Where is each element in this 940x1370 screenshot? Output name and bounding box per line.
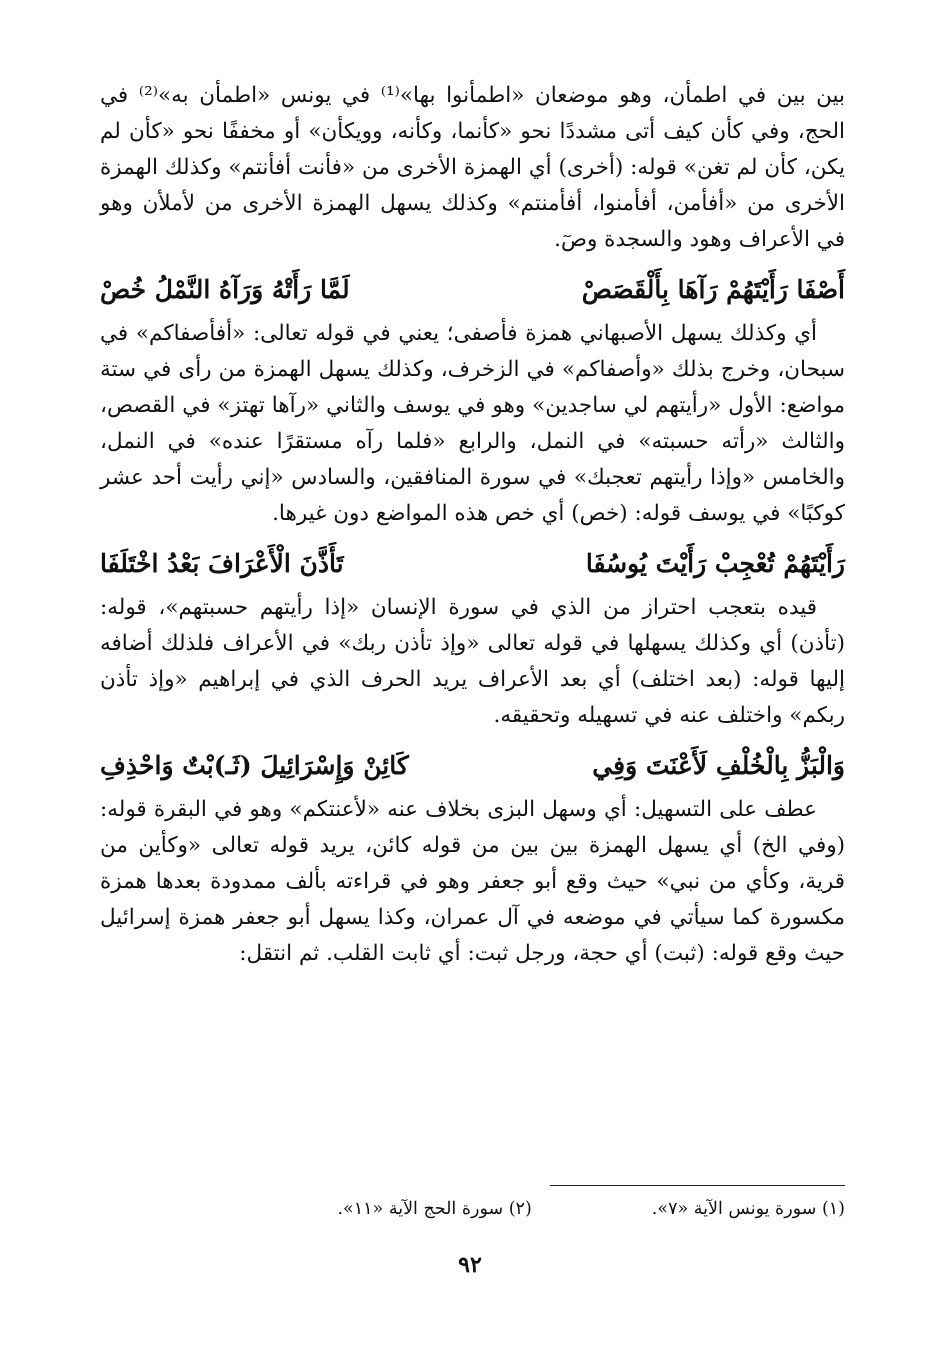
verse-hemistich-second: تَأَذَّنَ الْأَعْرَافَ بَعْدُ اخْتَلَفَا bbox=[100, 549, 344, 578]
verse-line-3 bbox=[100, 746, 845, 786]
paragraph-4: عطف على التسهيل: أي وسهل البزى بخلاف عنه «لأعنتكم» وهو في البقرة قوله: (وفي الخ) أي يسهل الهمزة بين بين من قوله كائن، يريد قوله تعالى «وكأين من قرية، وكأي من نبي» حيث وقع أبو جعفر وهو في قراءته بألف ممدودة بعدها همزة مكسورة كما سيأتي في موضعه في آل عمران، وكذا يسهل أبو جعفر همزة إسرائيل حيث وقع قوله: (ثبت) أي حجة، ورجل ثبت: أي ثابت القلب. ثم انتقل: bbox=[100, 797, 845, 966]
footnote-2: (٢) سورة الحج الآية «١١». bbox=[337, 1199, 532, 1219]
page-body bbox=[100, 78, 845, 972]
verse-hemistich-first: أَصْفَا رَأَيْتَهُمْ رَآهَا بِأَلْقَصَصْ bbox=[581, 275, 845, 304]
page-number: ٩٢ bbox=[458, 1252, 482, 1278]
footnote-divider bbox=[550, 1185, 845, 1186]
verse-hemistich-second: لَمَّا رَأَتْهُ وَرَآهُ النَّمْلُ خُصْ bbox=[100, 275, 350, 304]
verse-line-1 bbox=[100, 270, 845, 310]
verse-hemistich-first: رَأَيْتَهُمْ تُعْجِبْ رَأَيْتَ يُوسُفَا bbox=[585, 549, 845, 578]
verse-hemistich-first: وَالْبَزُّ بِالْخُلْفِ لَأَعْنَتَ وَفِي bbox=[592, 751, 845, 780]
footnotes bbox=[230, 1196, 845, 1222]
paragraph-2: أي وكذلك يسهل الأصبهاني همزة فأصفى؛ يعني في قوله تعالى: «أفأصفاكم» في سبحان، وخرج بذلك «وأصفاكم» في الزخرف، وكذلك يسهل الهمزة من رأى في ستة مواضع: الأول «رأيتهم لي ساجدين» وهو في يوسف والثاني «رآها تهتز» في القصص، والثالث «رأته حسبته» في النمل، والرابع «فلما رآه مستقرًا عنده» في النمل، والخامس «وإذا رأيتهم تعجبك» في سورة المنافقين، والسادس «إني رأيت أحد عشر كوكبًا» في يوسف قوله: (خص) أي خص هذه المواضع دون غيرها. bbox=[100, 321, 845, 526]
paragraph-1: بين بين في اطمأن، وهو موضعان «اطمأنوا بها»⁽¹⁾ في يونس «اطمأن به»⁽²⁾ في الحج، وفي كأن كيف أتى مشددًا نحو «كأنما، وكأنه، وويكأن» أو مخففًا نحو «كأن لم يكن، كأن لم تغن» قوله: (أخرى) أي الهمزة الأخرى من «فأنت أفأنتم» وكذلك الهمزة الأخرى من «أفأمن، أفأمنوا، أفأمنتم» وكذلك يسهل الهمزة الأخرى من لأملأن وهو في الأعراف وهود والسجدة وصٓ. bbox=[100, 83, 845, 252]
paragraph-3: قيده بتعجب احتراز من الذي في سورة الإنسان «إذا رأيتهم حسبتهم»، قوله: (تأذن) أي وكذلك يسهلها في قوله تعالى «وإذ تأذن ربك» في الأعراف فلذلك أضافه إليها قوله: (بعد اختلف) أي بعد الأعراف يريد الحرف الذي في إبراهيم «وإذ تأذن ربكم» واختلف عنه في تسهيله وتحقيقه. bbox=[100, 595, 845, 728]
verse-hemistich-second: كَائِنْ وَإِسْرَائِيلَ (ثَـ)بْتٌ وَاحْذِفِ bbox=[100, 751, 409, 780]
verse-line-2 bbox=[100, 544, 845, 584]
footnote-1: (١) سورة يونس الآية «٧». bbox=[651, 1199, 845, 1219]
